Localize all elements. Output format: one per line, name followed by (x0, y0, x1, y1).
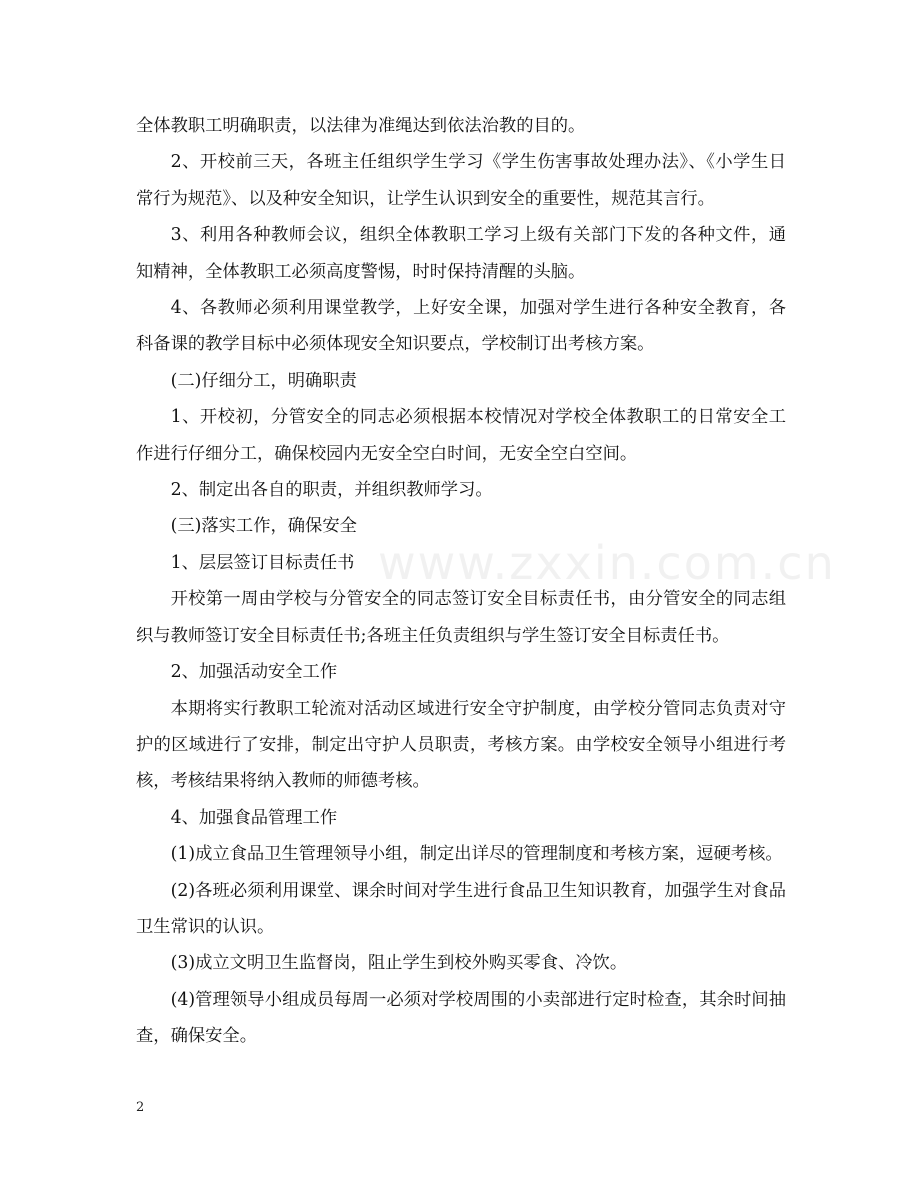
watermark: www.zxxin.com.cn (378, 536, 836, 590)
paragraph-item-4: 4、各教师必须利用课堂教学，上好安全课，加强对学生进行各种安全教育，各科备课的教学目标中必须体现安全知识要点，学校制订出考核方案。 (136, 298, 786, 355)
paragraph-item-2: 2、开校前三天，各班主任组织学生学习《学生伤害事故处理办法》、《小学生日常行为规范》、以及种安全知识，让学生认识到安全的重要性，规范其言行。 (136, 152, 786, 209)
paragraph-item-3: 3、利用各种教师会议，组织全体教职工学习上级有关部门下发的各种文件，通知精神，全体教职工必须高度警惕，时时保持清醒的头脑。 (136, 225, 786, 282)
subheading-activity-safety: 2、加强活动安全工作 (170, 662, 338, 683)
paragraph-continuation: 全体教职工明确职责，以法律为准绳达到依法治教的目的。 (136, 116, 586, 136)
paragraph-division-2: 2、制定出各自的职责，并组织教师学习。 (170, 480, 493, 501)
document-body (136, 108, 786, 1055)
paragraph-food-2: (2)各班必须利用课堂、课余时间对学生进行食品卫生知识教育，加强学生对食品卫生常识的认识。 (136, 880, 786, 937)
paragraph-food-4: (4)管理领导小组成员每周一必须对学校周围的小卖部进行定时检查，其余时间抽查，确保安全。 (136, 989, 786, 1047)
paragraph-activity-safety: 本期将实行教职工轮流对活动区域进行安全守护制度，由学校分管同志负责对守护的区域进行了安排，制定出守护人员职责，考核方案。由学校安全领导小组进行考核，考核结果将纳入教师的师德考核。 (136, 698, 786, 792)
section-heading-3: (三)落实工作，确保安全 (170, 516, 357, 537)
paragraph-food-1: (1)成立食品卫生管理领导小组，制定出详尽的管理制度和考核方案，逗硬考核。 (170, 844, 783, 865)
section-heading-2: (二)仔细分工，明确职责 (170, 370, 357, 391)
paragraph-division-1: 1、开校初，分管安全的同志必须根据本校情况对学校全体教职工的日常安全工作进行仔细分工，确保校园内无安全空白时间，无安全空白空间。 (136, 407, 786, 464)
subheading-responsibility: 1、层层签订目标责任书 (170, 552, 355, 573)
page-number: 2 (136, 1100, 145, 1115)
paragraph-responsibility: 开校第一周由学校与分管安全的同志签订安全目标责任书，由分管安全的同志组织与教师签订安全目标责任书;各班主任负责组织与学生签订安全目标责任书。 (136, 589, 786, 646)
paragraph-food-3: (3)成立文明卫生监督岗，阻止学生到校外购买零食、冷饮。 (170, 953, 628, 974)
subheading-food-management: 4、加强食品管理工作 (170, 807, 338, 828)
